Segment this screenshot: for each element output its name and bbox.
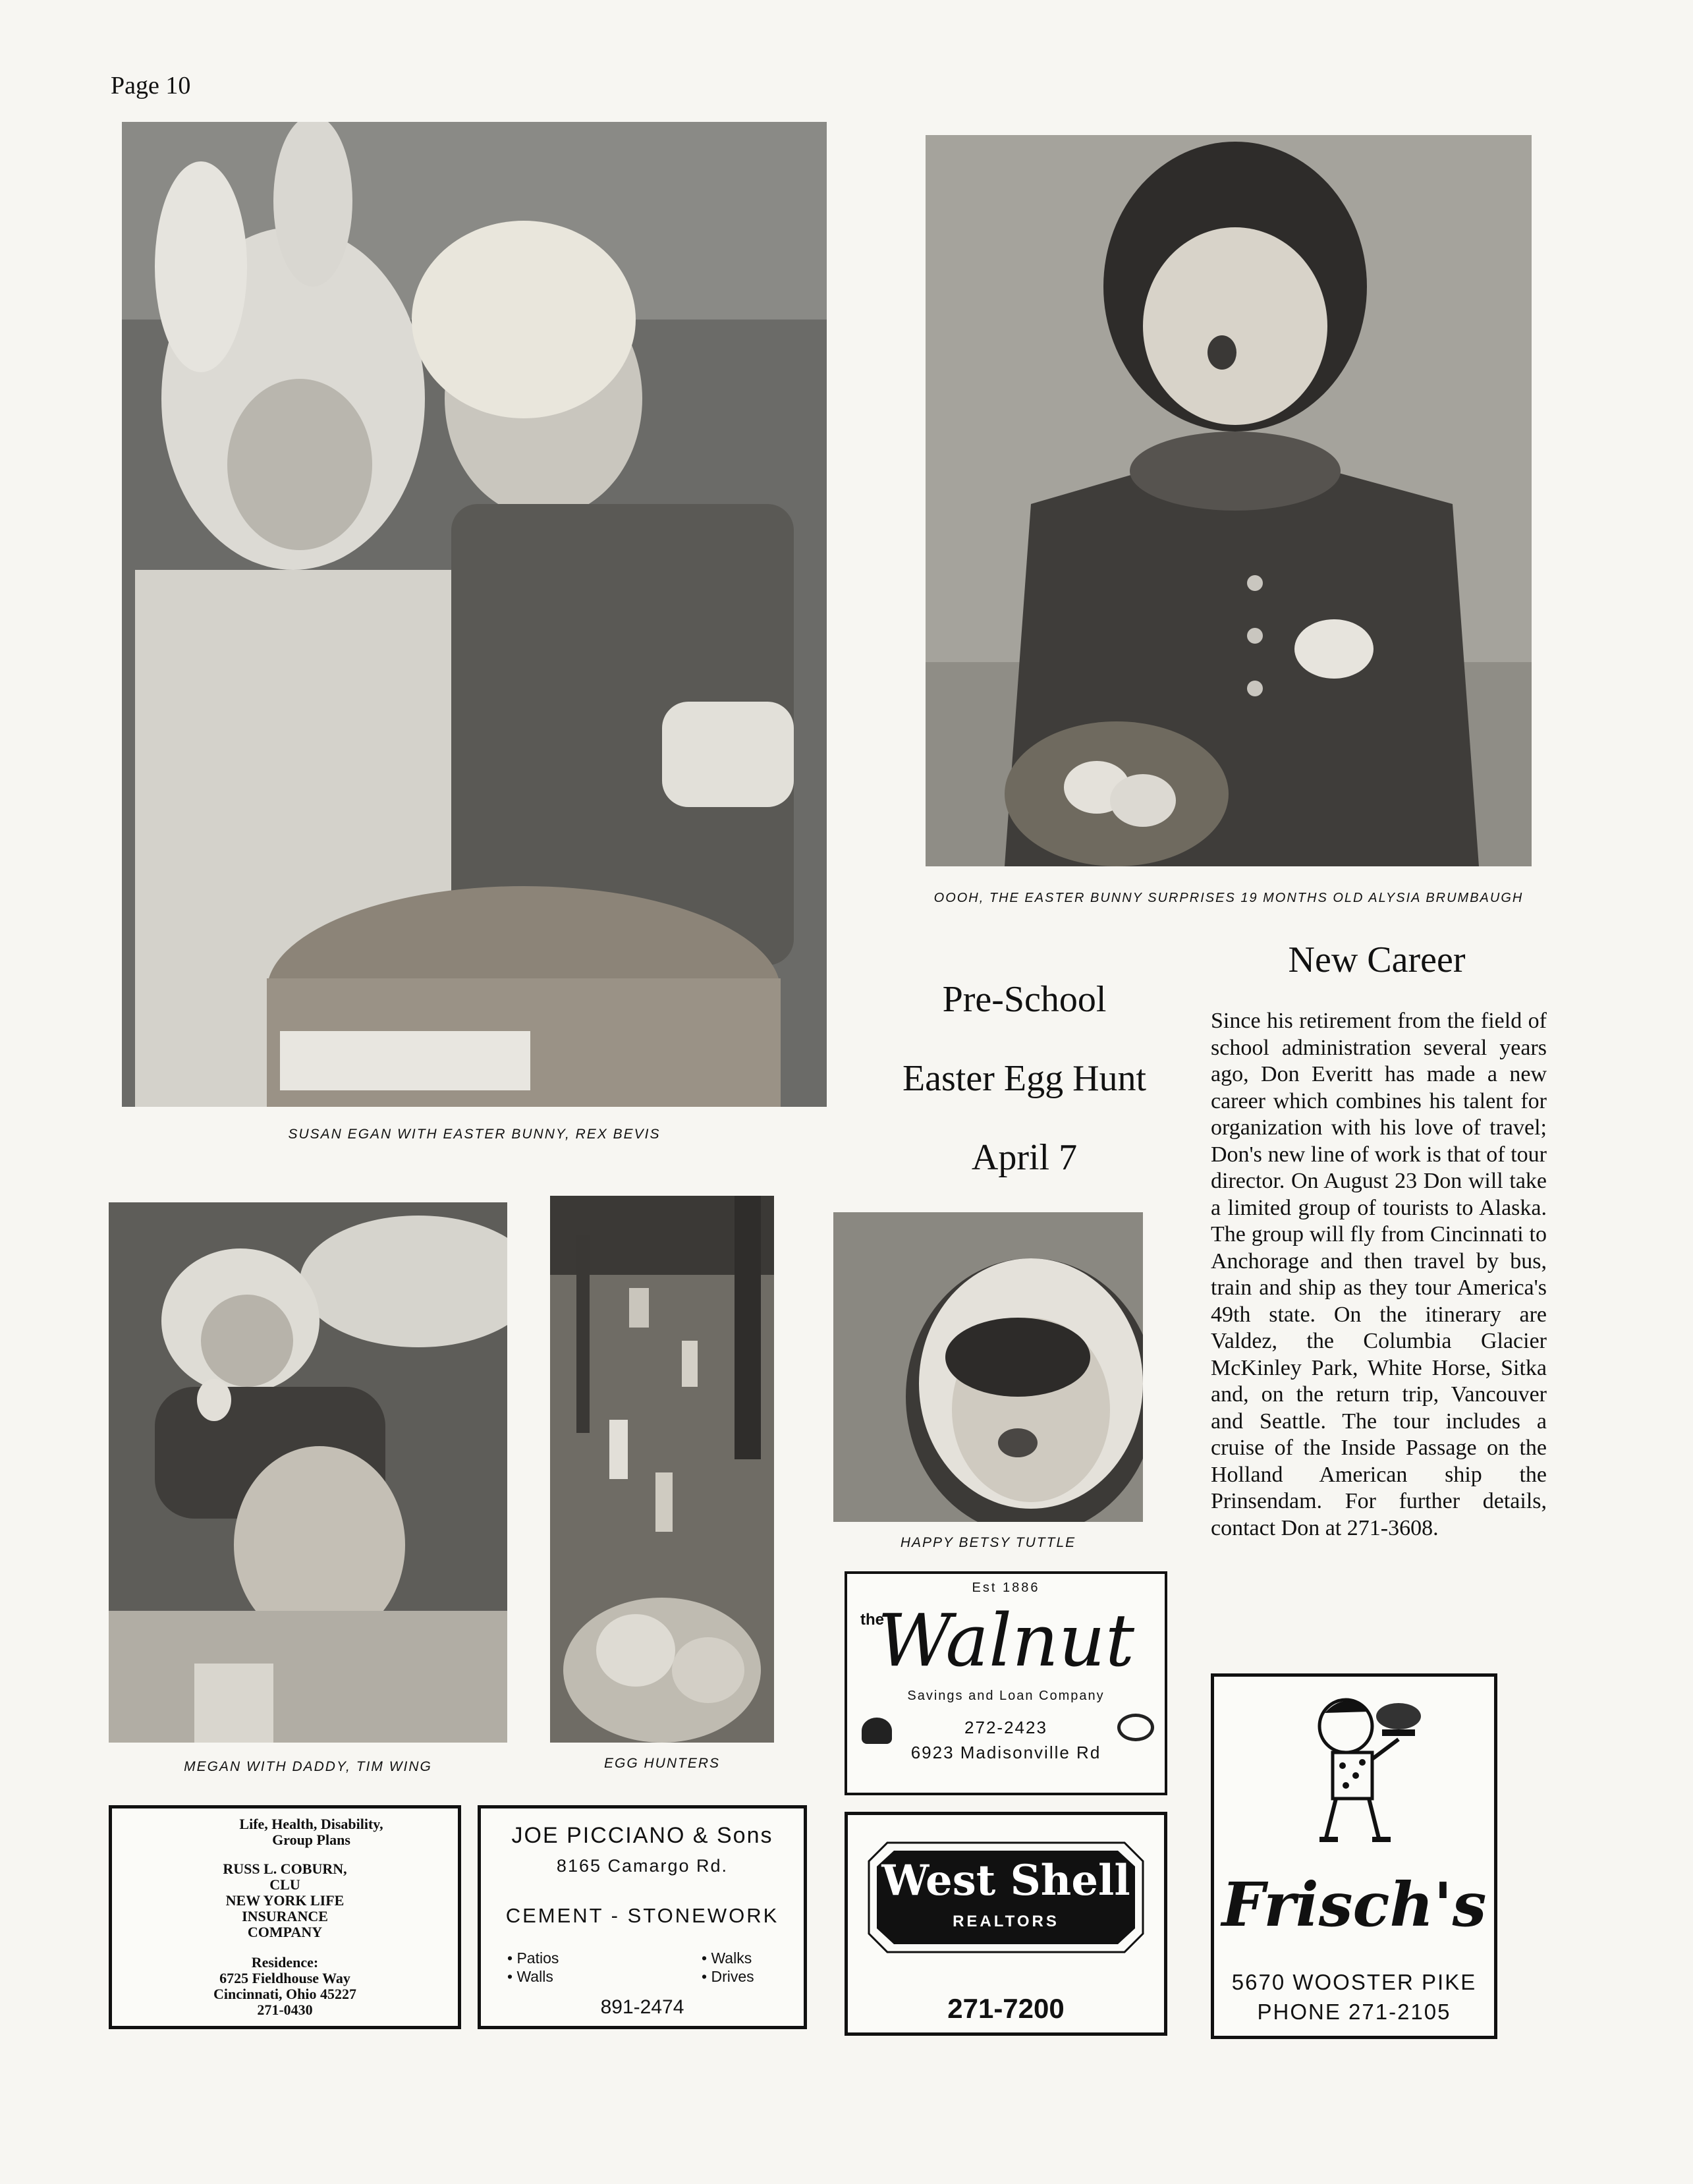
walnut-the: the [860, 1611, 884, 1629]
picciano-address: 8165 Camargo Rd. [556, 1856, 729, 1876]
coburn-line1: Life, Health, Disability, [239, 1816, 383, 1832]
caption-betsy-tuttle: HAPPY BETSY TUTTLE [900, 1535, 1076, 1550]
frischs-phone: PHONE 271-2105 [1257, 2000, 1451, 2024]
coburn-title: CLU [269, 1876, 300, 1893]
coburn-address1: 6725 Fieldhouse Way [219, 1970, 350, 1986]
west-shell-sub: REALTORS [953, 1913, 1059, 1930]
page-number: Page 10 [111, 72, 191, 99]
picciano-item-drives: • Drives [702, 1968, 754, 1985]
picciano-item-walls: • Walls [507, 1968, 553, 1985]
picciano-item-patios: • Patios [507, 1949, 559, 1967]
west-shell-phone: 271-7200 [947, 1993, 1065, 2024]
coburn-company2: INSURANCE [242, 1908, 328, 1924]
picciano-name: JOE PICCIANO & Sons [511, 1823, 773, 1848]
event-title-line2: Easter Egg Hunt [902, 1058, 1147, 1099]
caption-alysia: OOOH, THE EASTER BUNNY SURPRISES 19 MONTHS OLD ALYSIA BRUMBAUGH [933, 891, 1524, 905]
article-title: New Career [1288, 939, 1466, 980]
big-boy-mascot-icon [1306, 1693, 1425, 1851]
walnut-phone: 272-2423 [964, 1718, 1047, 1737]
caption-egg-hunters: EGG HUNTERS [603, 1756, 720, 1771]
photo-easter-bunny-susan [122, 122, 827, 1107]
west-shell-logo [868, 1841, 1144, 1953]
ad-joe-picciano [478, 1805, 807, 2029]
picciano-service: CEMENT - STONEWORK [505, 1904, 779, 1927]
picciano-phone: 891-2474 [600, 1996, 684, 2018]
photo-alysia [926, 135, 1532, 866]
walnut-est: Est 1886 [972, 1581, 1040, 1595]
article-body: Since his retirement from the field of school administration several years ago, Don Everitt has made a new career which combines his talent for organization with his love of travel; Don's new line of work is that of tour director. On August 23 Don will take a limited group of tourists to Alaska. The group will fly from Cincinnati to Anchorage and then travel by bus, train and ship as they tour America's 49th state. On the itinerary are Valdez, the Columbia Glacier McKinley Park, White Horse, Sitka and, on the return trip, Vancouver and Seattle. The tour includes a cruise of the Inside Passage on the Holland American ship the Prinsendam. For further details, contact Don at 271-3608. [1211, 1009, 1547, 1540]
ad-frischs [1211, 1673, 1497, 2039]
event-title-line3: April 7 [971, 1137, 1078, 1178]
picciano-item-walks: • Walks [702, 1949, 752, 1967]
caption-easter-bunny-susan: SUSAN EGAN WITH EASTER BUNNY, REX BEVIS [288, 1127, 661, 1142]
coburn-residence-label: Residence: [251, 1954, 319, 1971]
coburn-name: RUSS L. COBURN, [223, 1861, 347, 1877]
ad-russ-coburn [109, 1805, 461, 2029]
photo-betsy-tuttle [833, 1212, 1143, 1522]
ad-west-shell [845, 1812, 1167, 2036]
coburn-address2: Cincinnati, Ohio 45227 [213, 1986, 356, 2002]
frischs-logo-name: Frisch's [1221, 1869, 1487, 1940]
frischs-address: 5670 WOOSTER PIKE [1231, 1970, 1477, 1994]
event-title-line1: Pre-School [942, 979, 1107, 1020]
walnut-address: 6923 Madisonville Rd [910, 1743, 1101, 1762]
coburn-company3: COMPANY [247, 1924, 323, 1940]
photo-egg-hunters [550, 1196, 774, 1743]
walnut-subtitle: Savings and Loan Company [907, 1689, 1105, 1703]
photo-megan-daddy [109, 1202, 507, 1743]
west-shell-name: West Shell [881, 1856, 1130, 1905]
walnut-logo-name: Walnut [877, 1598, 1135, 1683]
caption-megan-daddy: MEGAN WITH DADDY, TIM WING [184, 1759, 432, 1774]
ad-walnut-savings [845, 1571, 1167, 1795]
coburn-company1: NEW YORK LIFE [225, 1892, 345, 1909]
coburn-phone: 271-0430 [257, 2002, 313, 2018]
coburn-line2: Group Plans [272, 1832, 350, 1848]
